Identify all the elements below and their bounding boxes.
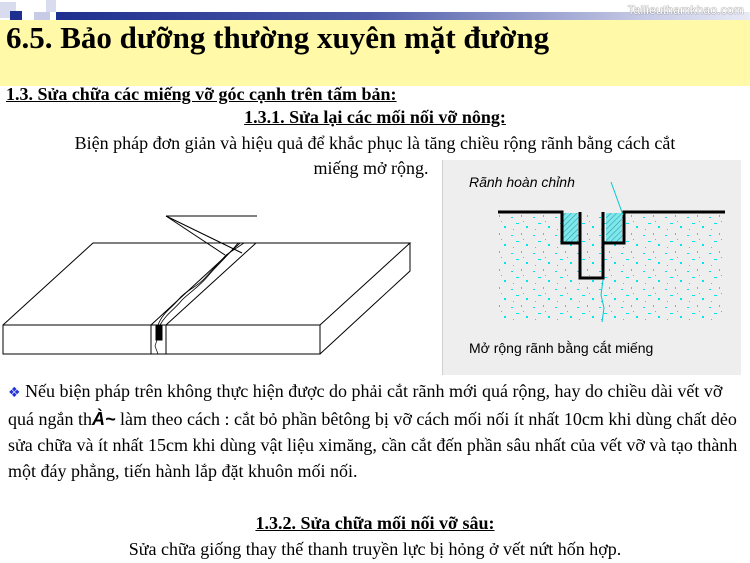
diamond-four-dots-icon: ❖ <box>8 385 21 401</box>
slide-title: 6.5. Bảo dưỡng thường xuyên mặt đường <box>6 20 550 55</box>
subsection-heading-1: 1.3.1. Sửa lại các mối nối vỡ nông: <box>244 107 506 127</box>
paragraph-text: Nếu biện pháp trên không thực hiện được do phải cắt rãnh mới quá rộng, hay do chiều dài vết vỡ quá ngắn th <box>8 381 723 429</box>
subsection-heading-2: 1.3.2. Sửa chữa mối nối vỡ sâu: <box>255 513 495 533</box>
paragraph-line: Biện pháp đơn giản và hiệu quả để khắc phục là tăng chiều rộng rãnh bằng cách cắt <box>74 133 676 153</box>
figure-label: Rãnh hoàn chỉnh <box>469 174 575 190</box>
decor-square <box>10 11 22 20</box>
paragraph-text: làm theo cách : cắt bỏ phần bêtông bị vỡ cách mối nối ít nhất 10cm khi dùng chất dẻo sửa chữa và ít nhất 15cm khi dùng vật liệu ximăng, cần cắt đến phần sâu nhất của vết vỡ và tạo thành một đáy phẳng, tiến hành lắp đặt khuôn mối nối. <box>8 409 738 481</box>
garbled-glyph: À~ <box>91 409 116 429</box>
paragraph-text: miếng mở rộng. <box>313 158 429 178</box>
watermark: Tailieuthamkhao.com <box>627 3 744 17</box>
section-heading: 1.3. Sửa chữa các miếng vỡ góc cạnh trên tấm bản: <box>6 84 397 104</box>
figure-caption: Mở rộng rãnh bằng cắt miếng <box>469 340 654 356</box>
slab-joint-figure <box>0 200 440 370</box>
decor-square <box>46 0 56 12</box>
paragraph-line: Sửa chữa giống thay thế thanh truyền lực bị hỏng ở vết nứt hốn hợp. <box>128 539 622 559</box>
bullet-paragraph <box>8 378 743 484</box>
slide-top-bar <box>0 0 750 20</box>
concrete-slab-joint-crack-diagram-icon <box>0 200 440 370</box>
groove-widening-figure <box>442 160 741 375</box>
decor-square <box>34 12 50 20</box>
